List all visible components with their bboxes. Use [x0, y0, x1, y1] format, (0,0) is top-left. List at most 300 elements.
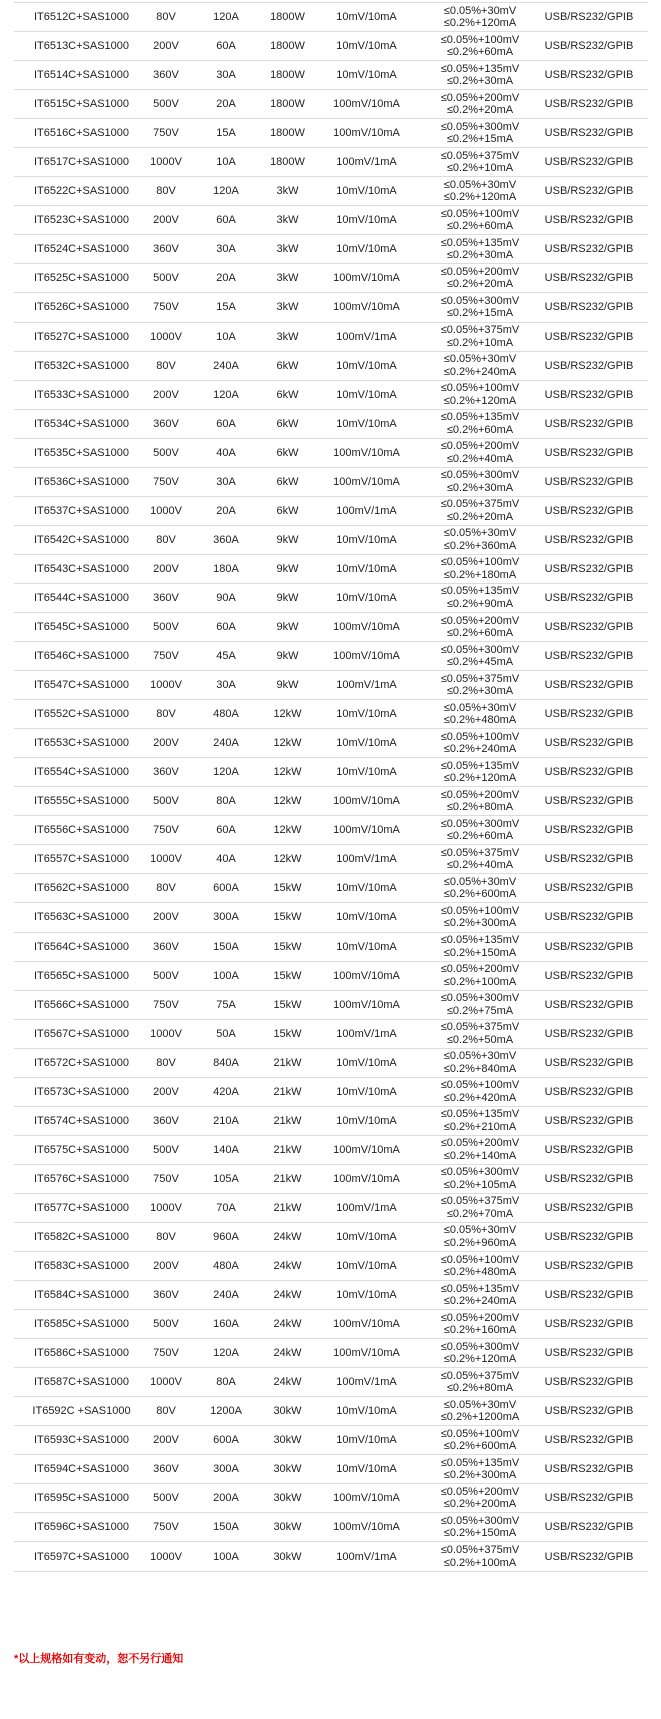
current-cell: 150A: [213, 1521, 239, 1534]
power-cell: 3kW: [276, 330, 299, 343]
power-cell: 1800W: [270, 156, 305, 169]
resolution-cell: 100mV/10mA: [333, 1521, 400, 1534]
accuracy-cell: [418, 380, 530, 409]
interface-cell: USB/RS232/GPIB: [544, 1289, 634, 1302]
resolution-cell: 100mV/1mA: [336, 1201, 397, 1214]
resolution-cell: 100mV/10mA: [333, 621, 400, 633]
current-accuracy: ≤0.2%+600mA: [443, 1440, 517, 1453]
voltage-cell: 80V: [156, 11, 176, 24]
voltage-cell: 200V: [153, 40, 179, 53]
accuracy-cell: [418, 3, 530, 32]
current-accuracy: ≤0.2%+600mA: [443, 888, 517, 901]
model-cell: IT6574C+SAS1000: [33, 1114, 130, 1127]
model-cell: IT6562C+SAS1000: [33, 882, 130, 895]
voltage-cell: 1000V: [150, 1550, 182, 1563]
table-row: [14, 1019, 648, 1048]
table-row: [14, 1281, 648, 1310]
resolution-cell: 10mV/10mA: [336, 766, 397, 779]
resolution-cell: 10mV/10mA: [336, 214, 397, 227]
power-cell: 9kW: [276, 562, 299, 575]
current-cell: 600A: [213, 1434, 239, 1447]
accuracy-cell: [418, 90, 530, 119]
model-cell: IT6525C+SAS1000: [33, 272, 130, 285]
accuracy-cell: [418, 293, 530, 322]
model-cell: IT6534C+SAS1000: [33, 417, 130, 430]
accuracy-cell: [418, 903, 530, 932]
current-accuracy: ≤0.2%+960mA: [443, 1236, 517, 1249]
current-cell: 480A: [213, 1260, 239, 1273]
current-cell: 140A: [213, 1143, 239, 1156]
table-row: [14, 1397, 648, 1426]
voltage-cell: 750V: [153, 650, 179, 663]
voltage-cell: 360V: [153, 940, 179, 953]
current-cell: 1200A: [210, 1405, 242, 1418]
power-cell: 6kW: [276, 388, 299, 401]
accuracy-cell: [418, 1513, 530, 1542]
model-cell: IT6564C+SAS1000: [33, 940, 130, 953]
current-accuracy: ≤0.2%+45mA: [446, 656, 514, 669]
model-cell: IT6537C+SAS1000: [33, 504, 130, 517]
table-row: [14, 1106, 648, 1135]
current-accuracy: ≤0.2%+30mA: [446, 75, 514, 88]
voltage-cell: 360V: [153, 591, 179, 604]
current-cell: 120A: [213, 766, 239, 779]
accuracy-cell: [418, 525, 530, 554]
table-row: [14, 932, 648, 961]
resolution-cell: 10mV/10mA: [336, 562, 397, 575]
resolution-cell: 100mV/1mA: [336, 504, 397, 517]
current-cell: 240A: [213, 737, 239, 750]
resolution-cell: 10mV/10mA: [336, 40, 397, 53]
interface-cell: USB/RS232/GPIB: [544, 1143, 634, 1156]
model-cell: IT6552C+SAS1000: [33, 708, 130, 721]
voltage-accuracy: ≤0.05%+300mV: [440, 1340, 520, 1353]
voltage-cell: 1000V: [150, 330, 182, 343]
interface-cell: USB/RS232/GPIB: [544, 708, 634, 721]
voltage-cell: 80V: [156, 1056, 176, 1069]
model-cell: IT6593C+SAS1000: [33, 1434, 130, 1447]
table-row: [14, 61, 648, 90]
spec-table-body: [14, 3, 648, 1572]
current-cell: 600A: [213, 882, 239, 895]
table-row: [14, 642, 648, 671]
current-accuracy: ≤0.2%+80mA: [446, 801, 514, 814]
current-cell: 60A: [216, 621, 236, 633]
power-cell: 1800W: [270, 69, 305, 82]
voltage-cell: 200V: [153, 214, 179, 227]
spec-change-note: *以上规格如有变动，恕不另行通知: [14, 1653, 184, 1665]
voltage-accuracy: ≤0.05%+375mV: [440, 672, 520, 685]
voltage-cell: 80V: [156, 1405, 176, 1418]
model-cell: IT6545C+SAS1000: [33, 621, 130, 633]
model-cell: IT6516C+SAS1000: [33, 127, 130, 140]
table-row: [14, 351, 648, 380]
resolution-cell: 100mV/1mA: [336, 330, 397, 343]
table-row: [14, 1426, 648, 1455]
resolution-cell: 10mV/10mA: [336, 737, 397, 750]
current-accuracy: ≤0.2%+60mA: [446, 423, 514, 436]
voltage-accuracy: ≤0.05%+300mV: [440, 469, 520, 482]
accuracy-cell: [418, 1455, 530, 1484]
current-accuracy: ≤0.2%+80mA: [446, 1382, 514, 1395]
voltage-accuracy: ≤0.05%+135mV: [440, 759, 520, 772]
interface-cell: USB/RS232/GPIB: [544, 1201, 634, 1214]
table-row: [14, 119, 648, 148]
voltage-cell: 80V: [156, 533, 176, 546]
accuracy-cell: [418, 787, 530, 816]
voltage-accuracy: ≤0.05%+375mV: [440, 1195, 520, 1208]
model-cell: IT6512C+SAS1000: [33, 11, 130, 24]
voltage-accuracy: ≤0.05%+30mV: [443, 1224, 517, 1237]
table-row: [14, 264, 648, 293]
interface-cell: USB/RS232/GPIB: [544, 11, 634, 24]
voltage-accuracy: ≤0.05%+200mV: [440, 91, 520, 104]
power-cell: 24kW: [273, 1260, 302, 1273]
accuracy-cell: [418, 1310, 530, 1339]
table-row: [14, 874, 648, 903]
accuracy-cell: [418, 700, 530, 729]
current-accuracy: ≤0.2%+150mA: [443, 946, 517, 959]
power-cell: 3kW: [276, 243, 299, 256]
resolution-cell: 100mV/10mA: [333, 1347, 400, 1360]
resolution-cell: 10mV/10mA: [336, 1114, 397, 1127]
interface-cell: USB/RS232/GPIB: [544, 969, 634, 982]
voltage-cell: 1000V: [150, 679, 182, 692]
interface-cell: USB/RS232/GPIB: [544, 1550, 634, 1563]
current-accuracy: ≤0.2%+180mA: [443, 568, 517, 581]
voltage-accuracy: ≤0.05%+30mV: [443, 178, 517, 191]
resolution-cell: 100mV/10mA: [333, 795, 400, 808]
voltage-cell: 750V: [153, 301, 179, 314]
table-row: [14, 1368, 648, 1397]
voltage-accuracy: ≤0.05%+300mV: [440, 1166, 520, 1179]
interface-cell: USB/RS232/GPIB: [544, 824, 634, 837]
table-row: [14, 1455, 648, 1484]
model-cell: IT6567C+SAS1000: [33, 1027, 130, 1040]
voltage-cell: 1000V: [150, 1201, 182, 1214]
model-cell: IT6554C+SAS1000: [33, 766, 130, 779]
voltage-accuracy: ≤0.05%+30mV: [443, 527, 517, 540]
current-cell: 45A: [216, 650, 236, 663]
accuracy-cell: [418, 467, 530, 496]
voltage-accuracy: ≤0.05%+135mV: [440, 1456, 520, 1469]
model-cell: IT6556C+SAS1000: [33, 824, 130, 837]
accuracy-cell: [418, 177, 530, 206]
current-cell: 10A: [216, 156, 236, 169]
table-row: [14, 467, 648, 496]
table-row: [14, 700, 648, 729]
power-cell: 30kW: [273, 1405, 302, 1418]
interface-cell: USB/RS232/GPIB: [544, 679, 634, 692]
voltage-accuracy: ≤0.05%+30mV: [443, 1050, 517, 1063]
resolution-cell: 10mV/10mA: [336, 11, 397, 24]
resolution-cell: 100mV/10mA: [333, 446, 400, 459]
power-cell: 30kW: [273, 1434, 302, 1447]
current-accuracy: ≤0.2%+210mA: [443, 1120, 517, 1133]
power-cell: 30kW: [273, 1521, 302, 1534]
model-cell: IT6527C+SAS1000: [33, 330, 130, 343]
current-cell: 60A: [216, 824, 236, 837]
accuracy-cell: [418, 1397, 530, 1426]
model-cell: IT6543C+SAS1000: [33, 562, 130, 575]
voltage-cell: 360V: [153, 243, 179, 256]
current-cell: 120A: [213, 185, 239, 198]
resolution-cell: 100mV/10mA: [333, 475, 400, 488]
voltage-cell: 200V: [153, 388, 179, 401]
accuracy-cell: [418, 671, 530, 700]
model-cell: IT6526C+SAS1000: [33, 301, 130, 314]
model-cell: IT6594C+SAS1000: [33, 1463, 130, 1476]
voltage-accuracy: ≤0.05%+200mV: [440, 440, 520, 453]
interface-cell: USB/RS232/GPIB: [544, 417, 634, 430]
current-cell: 160A: [213, 1318, 239, 1331]
table-row: [14, 961, 648, 990]
current-accuracy: ≤0.2%+60mA: [446, 220, 514, 233]
current-cell: 75A: [216, 998, 236, 1011]
voltage-cell: 500V: [153, 98, 179, 111]
accuracy-cell: [418, 990, 530, 1019]
current-accuracy: ≤0.2%+360mA: [443, 539, 517, 552]
voltage-accuracy: ≤0.05%+375mV: [440, 846, 520, 859]
accuracy-cell: [418, 758, 530, 787]
resolution-cell: 100mV/1mA: [336, 1550, 397, 1563]
resolution-cell: 100mV/10mA: [333, 824, 400, 837]
voltage-accuracy: ≤0.05%+135mV: [440, 585, 520, 598]
resolution-cell: 100mV/1mA: [336, 1027, 397, 1040]
voltage-accuracy: ≤0.05%+100mV: [440, 382, 520, 395]
current-accuracy: ≤0.2%+420mA: [443, 1091, 517, 1104]
voltage-accuracy: ≤0.05%+375mV: [440, 1369, 520, 1382]
table-row: [14, 322, 648, 351]
interface-cell: USB/RS232/GPIB: [544, 766, 634, 779]
current-cell: 105A: [213, 1172, 239, 1185]
power-cell: 9kW: [276, 650, 299, 663]
accuracy-cell: [418, 961, 530, 990]
interface-cell: USB/RS232/GPIB: [544, 1492, 634, 1505]
accuracy-cell: [418, 1542, 530, 1571]
resolution-cell: 10mV/10mA: [336, 1056, 397, 1069]
resolution-cell: 10mV/10mA: [336, 1289, 397, 1302]
voltage-cell: 200V: [153, 562, 179, 575]
current-accuracy: ≤0.2%+160mA: [443, 1324, 517, 1337]
resolution-cell: 10mV/10mA: [336, 1085, 397, 1098]
resolution-cell: 10mV/10mA: [336, 1405, 397, 1418]
interface-cell: USB/RS232/GPIB: [544, 388, 634, 401]
resolution-cell: 10mV/10mA: [336, 882, 397, 895]
voltage-cell: 1000V: [150, 1027, 182, 1040]
resolution-cell: 100mV/1mA: [336, 156, 397, 169]
current-cell: 240A: [213, 1289, 239, 1302]
model-cell: IT6596C+SAS1000: [33, 1521, 130, 1534]
current-accuracy: ≤0.2%+240mA: [443, 365, 517, 378]
voltage-accuracy: ≤0.05%+100mV: [440, 904, 520, 917]
current-accuracy: ≤0.2%+300mA: [443, 1469, 517, 1482]
voltage-cell: 200V: [153, 1260, 179, 1273]
current-cell: 60A: [216, 214, 236, 227]
accuracy-cell: [418, 322, 530, 351]
current-accuracy: ≤0.2%+40mA: [446, 859, 514, 872]
current-accuracy: ≤0.2%+20mA: [446, 510, 514, 523]
power-cell: 21kW: [273, 1172, 302, 1185]
current-accuracy: ≤0.2%+240mA: [443, 1295, 517, 1308]
voltage-accuracy: ≤0.05%+30mV: [443, 875, 517, 888]
interface-cell: USB/RS232/GPIB: [544, 127, 634, 140]
current-accuracy: ≤0.2%+840mA: [443, 1062, 517, 1075]
current-cell: 100A: [213, 969, 239, 982]
resolution-cell: 100mV/10mA: [333, 301, 400, 314]
interface-cell: USB/RS232/GPIB: [544, 214, 634, 227]
voltage-cell: 500V: [153, 1492, 179, 1505]
model-cell: IT6587C+SAS1000: [33, 1376, 130, 1389]
power-cell: 6kW: [276, 446, 299, 459]
voltage-cell: 750V: [153, 1172, 179, 1185]
current-accuracy: ≤0.2%+120mA: [443, 17, 517, 30]
current-cell: 70A: [216, 1201, 236, 1214]
interface-cell: USB/RS232/GPIB: [544, 1230, 634, 1243]
resolution-cell: 100mV/10mA: [333, 969, 400, 982]
voltage-accuracy: ≤0.05%+300mV: [440, 992, 520, 1005]
model-cell: IT6577C+SAS1000: [33, 1201, 130, 1214]
resolution-cell: 10mV/10mA: [336, 1260, 397, 1273]
interface-cell: USB/RS232/GPIB: [544, 446, 634, 459]
voltage-cell: 500V: [153, 272, 179, 285]
current-accuracy: ≤0.2%+480mA: [443, 1266, 517, 1279]
voltage-accuracy: ≤0.05%+135mV: [440, 934, 520, 947]
interface-cell: USB/RS232/GPIB: [544, 562, 634, 575]
model-cell: IT6565C+SAS1000: [33, 969, 130, 982]
voltage-accuracy: ≤0.05%+300mV: [440, 120, 520, 133]
voltage-accuracy: ≤0.05%+135mV: [440, 62, 520, 75]
current-cell: 180A: [213, 562, 239, 575]
accuracy-cell: [418, 1193, 530, 1222]
accuracy-cell: [418, 32, 530, 61]
table-row: [14, 380, 648, 409]
power-cell: 6kW: [276, 475, 299, 488]
interface-cell: USB/RS232/GPIB: [544, 359, 634, 372]
current-accuracy: ≤0.2%+300mA: [443, 917, 517, 930]
accuracy-cell: [418, 1106, 530, 1135]
power-cell: 15kW: [273, 940, 302, 953]
current-accuracy: ≤0.2%+120mA: [443, 191, 517, 204]
model-cell: IT6553C+SAS1000: [33, 737, 130, 750]
interface-cell: USB/RS232/GPIB: [544, 1114, 634, 1127]
interface-cell: USB/RS232/GPIB: [544, 40, 634, 53]
voltage-accuracy: ≤0.05%+300mV: [440, 294, 520, 307]
model-cell: IT6595C+SAS1000: [33, 1492, 130, 1505]
table-row: [14, 1048, 648, 1077]
interface-cell: USB/RS232/GPIB: [544, 330, 634, 343]
model-cell: IT6515C+SAS1000: [33, 98, 130, 111]
resolution-cell: 100mV/10mA: [333, 1318, 400, 1331]
voltage-cell: 80V: [156, 708, 176, 721]
voltage-cell: 360V: [153, 417, 179, 430]
model-cell: IT6583C+SAS1000: [33, 1260, 130, 1273]
power-cell: 6kW: [276, 359, 299, 372]
voltage-accuracy: ≤0.05%+300mV: [440, 817, 520, 830]
voltage-cell: 500V: [153, 795, 179, 808]
model-cell: IT6573C+SAS1000: [33, 1085, 130, 1098]
accuracy-cell: [418, 351, 530, 380]
table-row: [14, 90, 648, 119]
voltage-accuracy: ≤0.05%+100mV: [440, 1427, 520, 1440]
table-row: [14, 409, 648, 438]
voltage-accuracy: ≤0.05%+100mV: [440, 730, 520, 743]
table-row: [14, 1339, 648, 1368]
accuracy-cell: [418, 642, 530, 671]
power-cell: 9kW: [276, 591, 299, 604]
model-cell: IT6524C+SAS1000: [33, 243, 130, 256]
resolution-cell: 100mV/1mA: [336, 853, 397, 866]
accuracy-cell: [418, 1222, 530, 1251]
table-row: [14, 1193, 648, 1222]
resolution-cell: 10mV/10mA: [336, 591, 397, 604]
voltage-cell: 360V: [153, 1463, 179, 1476]
resolution-cell: 10mV/10mA: [336, 417, 397, 430]
voltage-accuracy: ≤0.05%+300mV: [440, 643, 520, 656]
accuracy-cell: [418, 874, 530, 903]
voltage-accuracy: ≤0.05%+100mV: [440, 1253, 520, 1266]
current-cell: 50A: [216, 1027, 236, 1040]
power-cell: 24kW: [273, 1318, 302, 1331]
power-cell: 3kW: [276, 272, 299, 285]
power-cell: 12kW: [273, 737, 302, 750]
interface-cell: USB/RS232/GPIB: [544, 156, 634, 169]
current-cell: 60A: [216, 40, 236, 53]
current-cell: 80A: [216, 795, 236, 808]
voltage-cell: 750V: [153, 998, 179, 1011]
voltage-accuracy: ≤0.05%+375mV: [440, 1021, 520, 1034]
voltage-accuracy: ≤0.05%+100mV: [440, 33, 520, 46]
model-cell: IT6513C+SAS1000: [33, 40, 130, 53]
current-cell: 30A: [216, 475, 236, 488]
model-cell: IT6592C +SAS1000: [32, 1405, 131, 1418]
current-cell: 20A: [216, 272, 236, 285]
current-accuracy: ≤0.2%+120mA: [443, 1353, 517, 1366]
voltage-cell: 200V: [153, 1434, 179, 1447]
resolution-cell: 10mV/10mA: [336, 1230, 397, 1243]
interface-cell: USB/RS232/GPIB: [544, 1463, 634, 1476]
current-accuracy: ≤0.2%+120mA: [443, 772, 517, 785]
current-cell: 240A: [213, 359, 239, 372]
current-cell: 15A: [216, 301, 236, 314]
current-cell: 20A: [216, 98, 236, 111]
model-cell: IT6563C+SAS1000: [33, 911, 130, 924]
model-cell: IT6535C+SAS1000: [33, 446, 130, 459]
power-cell: 1800W: [270, 11, 305, 24]
voltage-cell: 360V: [153, 1289, 179, 1302]
accuracy-cell: [418, 816, 530, 845]
voltage-cell: 80V: [156, 882, 176, 895]
model-cell: IT6586C+SAS1000: [33, 1347, 130, 1360]
voltage-cell: 360V: [153, 69, 179, 82]
current-cell: 30A: [216, 69, 236, 82]
power-cell: 30kW: [273, 1550, 302, 1563]
current-cell: 40A: [216, 853, 236, 866]
voltage-cell: 500V: [153, 1143, 179, 1156]
accuracy-cell: [418, 1077, 530, 1106]
interface-cell: USB/RS232/GPIB: [544, 882, 634, 895]
table-row: [14, 525, 648, 554]
accuracy-cell: [418, 1135, 530, 1164]
voltage-accuracy: ≤0.05%+375mV: [440, 498, 520, 511]
voltage-accuracy: ≤0.05%+375mV: [440, 1544, 520, 1556]
voltage-cell: 750V: [153, 475, 179, 488]
voltage-cell: 360V: [153, 766, 179, 779]
interface-cell: USB/RS232/GPIB: [544, 475, 634, 488]
current-accuracy: ≤0.2%+60mA: [446, 627, 514, 639]
model-cell: IT6582C+SAS1000: [33, 1230, 130, 1243]
voltage-accuracy: ≤0.05%+135mV: [440, 1282, 520, 1295]
